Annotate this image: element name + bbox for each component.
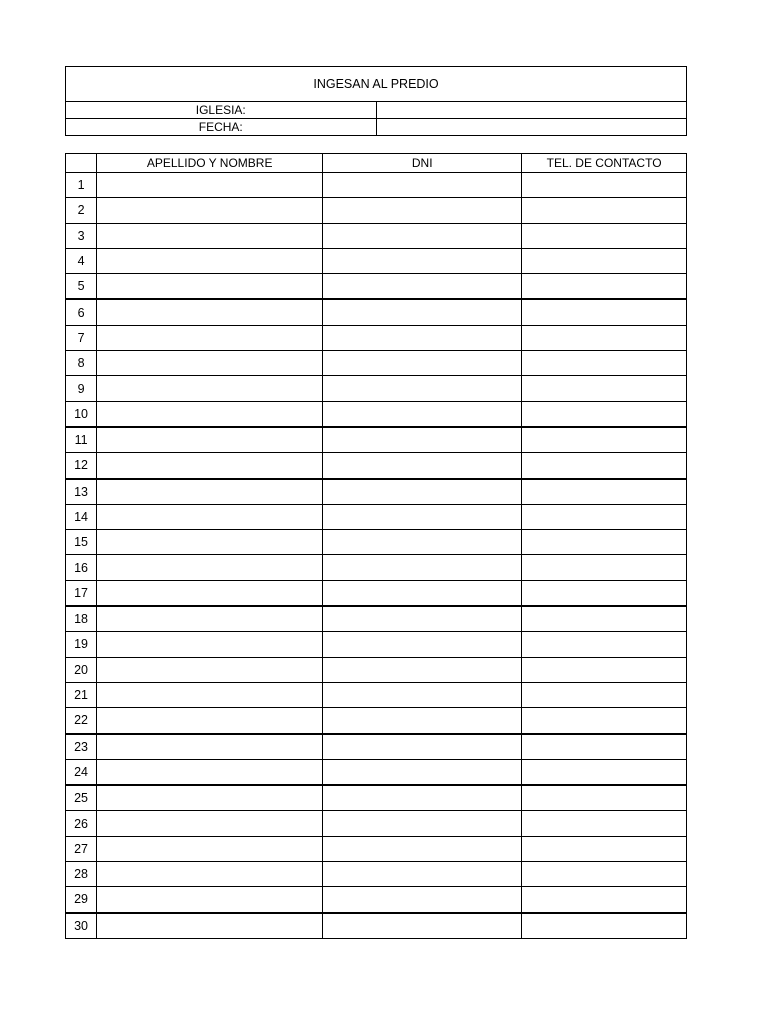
dni-cell[interactable] [323, 248, 522, 273]
header-field-row [66, 102, 687, 119]
table-row [66, 351, 687, 376]
row-number: 3 [66, 223, 97, 248]
dni-cell[interactable] [323, 785, 522, 811]
dni-cell[interactable] [323, 682, 522, 707]
dni-cell[interactable] [323, 401, 522, 427]
column-header-dni: DNI [323, 154, 522, 173]
phone-cell[interactable] [522, 862, 687, 887]
row-number: 16 [66, 555, 97, 580]
row-number: 13 [66, 479, 97, 505]
table-row [66, 632, 687, 657]
name-cell[interactable] [97, 555, 323, 580]
column-header-number [66, 154, 97, 173]
phone-cell[interactable] [522, 504, 687, 529]
dni-cell[interactable] [323, 223, 522, 248]
row-number: 15 [66, 530, 97, 555]
name-cell[interactable] [97, 453, 323, 479]
row-number: 10 [66, 401, 97, 427]
row-number: 23 [66, 734, 97, 760]
phone-cell[interactable] [522, 785, 687, 811]
row-number: 27 [66, 836, 97, 861]
dni-cell[interactable] [323, 427, 522, 453]
dni-cell[interactable] [323, 657, 522, 682]
table-row [66, 580, 687, 606]
phone-cell[interactable] [522, 811, 687, 836]
phone-cell[interactable] [522, 913, 687, 939]
name-cell[interactable] [97, 811, 323, 836]
dni-cell[interactable] [323, 632, 522, 657]
dni-cell[interactable] [323, 555, 522, 580]
phone-cell[interactable] [522, 606, 687, 632]
row-number: 5 [66, 274, 97, 300]
phone-cell[interactable] [522, 734, 687, 760]
table-row [66, 248, 687, 273]
name-cell[interactable] [97, 580, 323, 606]
phone-cell[interactable] [522, 351, 687, 376]
table-row [66, 401, 687, 427]
name-cell[interactable] [97, 657, 323, 682]
name-cell[interactable] [97, 198, 323, 223]
roster-table [65, 153, 687, 939]
table-row [66, 708, 687, 734]
table-row [66, 376, 687, 401]
dni-cell[interactable] [323, 734, 522, 760]
roster-header-row [66, 154, 687, 173]
name-cell[interactable] [97, 376, 323, 401]
dni-cell[interactable] [323, 299, 522, 325]
dni-cell[interactable] [323, 198, 522, 223]
roster-body [66, 173, 687, 939]
phone-cell[interactable] [522, 555, 687, 580]
table-row [66, 325, 687, 350]
row-number: 26 [66, 811, 97, 836]
table-row [66, 504, 687, 529]
name-cell[interactable] [97, 759, 323, 785]
name-cell[interactable] [97, 887, 323, 913]
table-row [66, 811, 687, 836]
name-cell[interactable] [97, 632, 323, 657]
row-number: 18 [66, 606, 97, 632]
table-row [66, 913, 687, 939]
table-row [66, 759, 687, 785]
phone-cell[interactable] [522, 530, 687, 555]
dni-cell[interactable] [323, 274, 522, 300]
phone-cell[interactable] [522, 376, 687, 401]
phone-cell[interactable] [522, 580, 687, 606]
iglesia-value-field[interactable] [376, 102, 687, 119]
phone-cell[interactable] [522, 223, 687, 248]
name-cell[interactable] [97, 479, 323, 505]
dni-cell[interactable] [323, 580, 522, 606]
name-cell[interactable] [97, 708, 323, 734]
table-row [66, 682, 687, 707]
table-row [66, 479, 687, 505]
phone-cell[interactable] [522, 759, 687, 785]
name-cell[interactable] [97, 862, 323, 887]
phone-cell[interactable] [522, 173, 687, 198]
dni-cell[interactable] [323, 708, 522, 734]
table-row [66, 299, 687, 325]
table-row [66, 198, 687, 223]
dni-cell[interactable] [323, 836, 522, 861]
dni-cell[interactable] [323, 325, 522, 350]
dni-cell[interactable] [323, 479, 522, 505]
table-row [66, 223, 687, 248]
row-number: 17 [66, 580, 97, 606]
table-row [66, 606, 687, 632]
row-number: 24 [66, 759, 97, 785]
iglesia-label: IGLESIA: [66, 102, 377, 119]
name-cell[interactable] [97, 734, 323, 760]
header-field-row [66, 119, 687, 136]
row-number: 4 [66, 248, 97, 273]
table-row [66, 427, 687, 453]
phone-cell[interactable] [522, 248, 687, 273]
phone-cell[interactable] [522, 708, 687, 734]
name-cell[interactable] [97, 299, 323, 325]
row-number: 6 [66, 299, 97, 325]
fecha-value-field[interactable] [376, 119, 687, 136]
table-row [66, 887, 687, 913]
table-row [66, 836, 687, 861]
row-number: 9 [66, 376, 97, 401]
table-row [66, 862, 687, 887]
table-row [66, 734, 687, 760]
table-row [66, 274, 687, 300]
dni-cell[interactable] [323, 453, 522, 479]
name-cell[interactable] [97, 530, 323, 555]
table-row [66, 785, 687, 811]
name-cell[interactable] [97, 351, 323, 376]
row-number: 20 [66, 657, 97, 682]
name-cell[interactable] [97, 606, 323, 632]
column-header-name: APELLIDO Y NOMBRE [97, 154, 323, 173]
name-cell[interactable] [97, 325, 323, 350]
phone-cell[interactable] [522, 632, 687, 657]
phone-cell[interactable] [522, 325, 687, 350]
row-number: 22 [66, 708, 97, 734]
phone-cell[interactable] [522, 427, 687, 453]
table-row [66, 657, 687, 682]
name-cell[interactable] [97, 836, 323, 861]
phone-cell[interactable] [522, 682, 687, 707]
row-number: 30 [66, 913, 97, 939]
row-number: 29 [66, 887, 97, 913]
row-number: 21 [66, 682, 97, 707]
dni-cell[interactable] [323, 504, 522, 529]
dni-cell[interactable] [323, 530, 522, 555]
name-cell[interactable] [97, 427, 323, 453]
dni-cell[interactable] [323, 376, 522, 401]
phone-cell[interactable] [522, 274, 687, 300]
row-number: 14 [66, 504, 97, 529]
phone-cell[interactable] [522, 299, 687, 325]
dni-cell[interactable] [323, 173, 522, 198]
phone-cell[interactable] [522, 453, 687, 479]
dni-cell[interactable] [323, 862, 522, 887]
row-number: 25 [66, 785, 97, 811]
name-cell[interactable] [97, 173, 323, 198]
row-number: 19 [66, 632, 97, 657]
name-cell[interactable] [97, 785, 323, 811]
row-number: 8 [66, 351, 97, 376]
name-cell[interactable] [97, 248, 323, 273]
row-number: 2 [66, 198, 97, 223]
document-title: INGESAN AL PREDIO [66, 67, 687, 102]
dni-cell[interactable] [323, 759, 522, 785]
row-number: 28 [66, 862, 97, 887]
phone-cell[interactable] [522, 836, 687, 861]
fecha-label: FECHA: [66, 119, 377, 136]
name-cell[interactable] [97, 504, 323, 529]
dni-cell[interactable] [323, 887, 522, 913]
phone-cell[interactable] [522, 198, 687, 223]
table-row [66, 555, 687, 580]
row-number: 12 [66, 453, 97, 479]
name-cell[interactable] [97, 223, 323, 248]
dni-cell[interactable] [323, 606, 522, 632]
name-cell[interactable] [97, 274, 323, 300]
dni-cell[interactable] [323, 913, 522, 939]
table-row [66, 453, 687, 479]
column-header-phone: TEL. DE CONTACTO [522, 154, 687, 173]
dni-cell[interactable] [323, 351, 522, 376]
phone-cell[interactable] [522, 479, 687, 505]
phone-cell[interactable] [522, 657, 687, 682]
phone-cell[interactable] [522, 887, 687, 913]
dni-cell[interactable] [323, 811, 522, 836]
name-cell[interactable] [97, 682, 323, 707]
table-row [66, 530, 687, 555]
name-cell[interactable] [97, 913, 323, 939]
row-number: 11 [66, 427, 97, 453]
header-table [65, 66, 687, 136]
name-cell[interactable] [97, 401, 323, 427]
row-number: 1 [66, 173, 97, 198]
table-row [66, 173, 687, 198]
phone-cell[interactable] [522, 401, 687, 427]
row-number: 7 [66, 325, 97, 350]
